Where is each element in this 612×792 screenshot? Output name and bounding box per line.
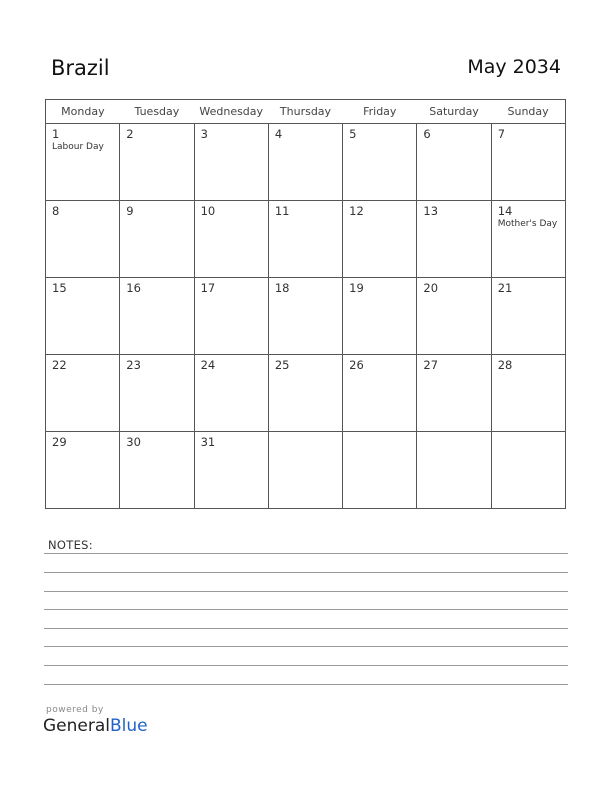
- day-cell: [343, 201, 417, 278]
- day-number: 19: [349, 281, 364, 295]
- day-cell: [491, 278, 565, 355]
- day-cell: [268, 278, 342, 355]
- weekday-header: Saturday: [417, 100, 491, 124]
- week-row: [46, 355, 566, 432]
- day-cell: [268, 124, 342, 201]
- day-cell: [194, 201, 268, 278]
- day-number: 28: [497, 358, 513, 372]
- week-row: [46, 432, 566, 509]
- day-number: 29: [52, 435, 67, 449]
- day-cell: [491, 124, 565, 201]
- day-cell: [46, 201, 120, 278]
- day-cell: [268, 432, 342, 509]
- day-number: 16: [126, 281, 141, 295]
- day-number: 5: [349, 127, 357, 141]
- weekday-header: Tuesday: [120, 100, 194, 124]
- day-cell: [194, 355, 268, 432]
- day-number: 25: [274, 358, 290, 372]
- day-cell: [491, 355, 565, 432]
- day-cell: [491, 201, 565, 278]
- day-number: 10: [200, 204, 216, 218]
- day-cell: [417, 278, 491, 355]
- day-cell: [120, 278, 194, 355]
- day-cell: [120, 432, 194, 509]
- day-cell: [417, 124, 491, 201]
- notes-line: [44, 684, 568, 685]
- weekday-header: Wednesday: [194, 100, 268, 124]
- day-cell: [491, 432, 565, 509]
- notes-line: [44, 553, 568, 554]
- notes-line: [44, 628, 568, 629]
- day-number: 21: [497, 281, 513, 295]
- day-cell: [343, 124, 417, 201]
- brand-blue: Blue: [110, 716, 148, 736]
- day-cell: [268, 355, 342, 432]
- day-cell: [120, 124, 194, 201]
- country-title: Brazil: [51, 56, 110, 80]
- day-number: 11: [274, 204, 290, 218]
- day-cell: [194, 278, 268, 355]
- week-row: [46, 201, 566, 278]
- day-number: 23: [126, 358, 141, 372]
- notes-label: NOTES:: [48, 538, 93, 552]
- day-number: 3: [200, 127, 208, 141]
- month-year-title: May 2034: [467, 56, 561, 78]
- weekday-header-row: [46, 100, 566, 124]
- day-number: 8: [52, 204, 60, 218]
- brand-general: General: [43, 716, 110, 736]
- powered-by-text: powered by: [46, 705, 104, 715]
- day-number: 26: [349, 358, 364, 372]
- day-number: 17: [200, 281, 216, 295]
- day-number: 13: [423, 204, 439, 218]
- day-number: 20: [423, 281, 439, 295]
- weekday-header: Friday: [343, 100, 417, 124]
- day-number: 6: [423, 127, 431, 141]
- brand-logo[interactable]: [43, 716, 148, 736]
- holiday-label: Labour Day: [52, 142, 104, 152]
- holiday-label: Mother's Day: [497, 219, 558, 229]
- day-cell: [343, 355, 417, 432]
- day-cell: [417, 201, 491, 278]
- day-number: 22: [52, 358, 67, 372]
- day-cell: [120, 201, 194, 278]
- day-number: 1: [52, 127, 60, 141]
- day-cell: [268, 201, 342, 278]
- weekday-header: Monday: [46, 100, 120, 124]
- day-cell: [194, 432, 268, 509]
- day-number: 2: [126, 127, 134, 141]
- day-cell: [194, 124, 268, 201]
- weekday-header: Sunday: [491, 100, 565, 124]
- day-number: 30: [126, 435, 141, 449]
- notes-line: [44, 609, 568, 610]
- day-cell: [46, 278, 120, 355]
- day-number: 27: [423, 358, 439, 372]
- day-cell: [417, 355, 491, 432]
- day-number: 14: [497, 204, 513, 218]
- day-number: 18: [274, 281, 290, 295]
- day-number: 9: [126, 204, 134, 218]
- day-number: 4: [274, 127, 283, 141]
- weekday-header: Thursday: [268, 100, 342, 124]
- notes-line: [44, 665, 568, 666]
- day-cell: [46, 432, 120, 509]
- day-cell: [343, 432, 417, 509]
- day-number: 15: [52, 281, 67, 295]
- day-number: 7: [497, 127, 506, 141]
- week-row: [46, 124, 566, 201]
- day-cell: [46, 124, 120, 201]
- day-number: 12: [349, 204, 364, 218]
- day-number: 31: [200, 435, 216, 449]
- day-cell: [417, 432, 491, 509]
- notes-line: [44, 572, 568, 573]
- day-cell: [46, 355, 120, 432]
- day-cell: [120, 355, 194, 432]
- week-row: [46, 278, 566, 355]
- calendar-grid: [45, 99, 566, 509]
- notes-line: [44, 646, 568, 647]
- day-cell: [343, 278, 417, 355]
- notes-line: [44, 591, 568, 592]
- day-number: 24: [200, 358, 216, 372]
